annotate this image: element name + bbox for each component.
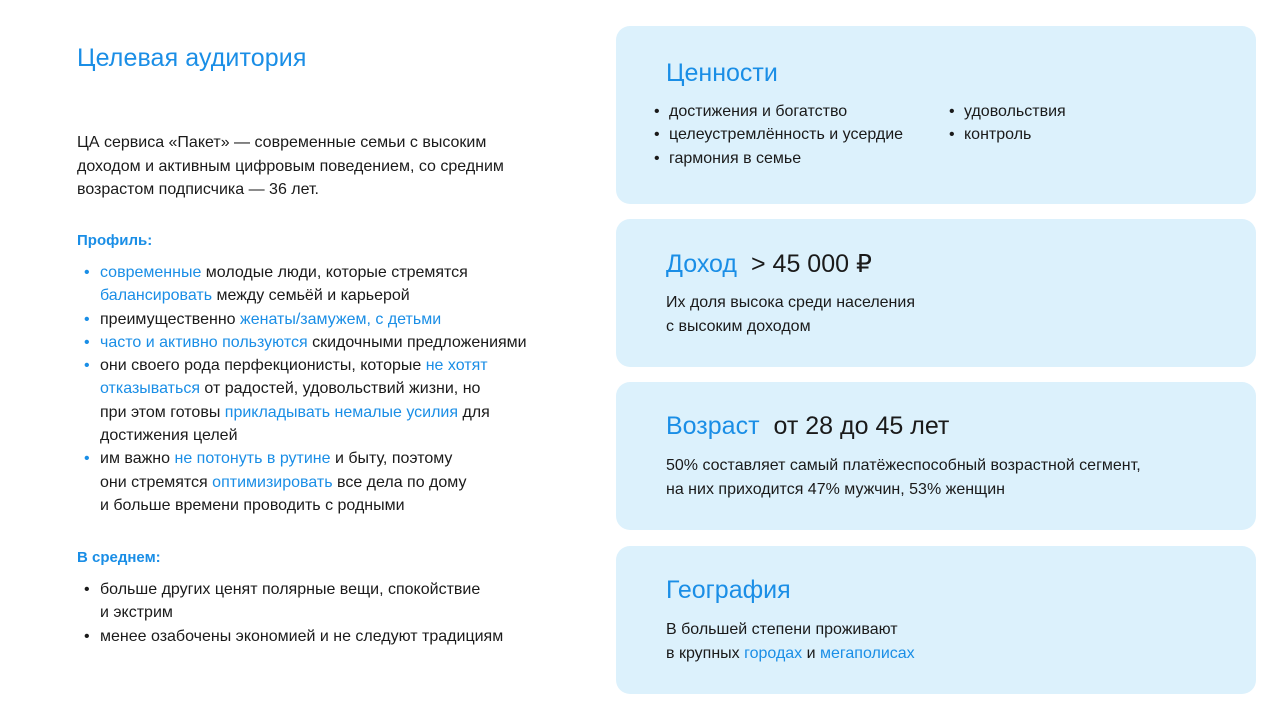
geography-title: География [666,576,791,604]
geography-line [666,642,1226,666]
page-title: Целевая аудитория [77,44,307,72]
plain-text: от радостей, удовольствий жизни, но при этом готовы [100,380,481,421]
average-item: • менее озабочены экономией и не следуют традициям [77,625,557,648]
plain-text: между семьёй и карьерой [212,287,410,305]
age-title [666,412,949,441]
plain-text: и [802,644,820,662]
plain-text: молодые люди, которые стремятся [201,264,468,281]
highlight-text: прикладывать немалые усилия [224,403,459,421]
values-title: Ценности [666,59,778,87]
profile-item [77,261,477,308]
highlight-text: часто и активно пользуются [100,333,308,351]
values-list-secondary [949,100,1066,147]
value-item: • достижения и богатство [654,100,903,123]
age-line: 50% составляет самый платёжеспособный возрастной сегмент, [666,457,1141,474]
highlight-text: не потонуть в рутине [174,450,331,468]
geography-card [616,546,1256,694]
age-description [666,454,1226,501]
highlight-text: мегаполисах [820,644,915,662]
plain-text: в крупных [666,644,745,662]
values-card [616,26,1256,204]
average-list [77,578,557,648]
profile-item [77,308,557,331]
plain-text: и быту, поэтому они стремятся [100,450,453,491]
plain-text: преимущественно [100,310,241,328]
income-title [666,249,872,279]
highlight-text: не хотят отказываться [100,357,488,398]
plain-text: для достижения целей [100,403,490,445]
value-item: • удовольствия [949,100,1066,123]
income-figure: > 45 000 ₽ [751,250,872,278]
plain-text: они своего рода перфекционисты, которые [100,357,426,375]
value-item: • гармония в семье [654,147,903,170]
age-title-text: Возраст [666,412,760,440]
income-line: с высоким доходом [666,317,811,335]
profile-label: Профиль: [77,232,153,249]
age-card [616,382,1256,530]
plain-text: скидочными предложениями [307,333,527,351]
highlight-text: женаты/замужем, с детьми [240,310,442,328]
age-line: на них приходится 47% мужчин, 53% женщин [666,480,1005,498]
age-figure: от 28 до 45 лет [773,412,950,440]
geography-description [666,618,1226,665]
plain-text: все дела по дому и больше времени проводить с родными [100,473,467,514]
average-label: В среднем: [77,549,161,566]
intro-paragraph: ЦА сервиса «Пакет» — современные семьи с высоким доходом и активным цифровым поведением, со средним возрастом подписчика — 36 лет. [77,134,504,198]
highlight-text: оптимизировать [212,473,333,491]
income-line: Их доля высока среди населения [666,294,915,311]
plain-text: им важно [100,450,175,468]
income-card [616,219,1256,367]
profile-item [77,447,477,517]
profile-list [77,261,557,517]
income-description [666,291,1226,338]
highlight-text: современные [100,264,202,281]
average-item: • больше других ценят полярные вещи, спокойствие и экстрим [77,578,487,625]
income-title-text: Доход [666,250,737,278]
value-item: • целеустремлённость и усердие [654,123,903,146]
highlight-text: балансировать [100,287,213,305]
profile-item [77,331,557,354]
highlight-text: городах [744,644,803,662]
profile-item [77,354,497,447]
values-list-primary [654,100,903,170]
geography-line: В большей степени проживают [666,621,898,638]
value-item: • контроль [949,123,1066,146]
